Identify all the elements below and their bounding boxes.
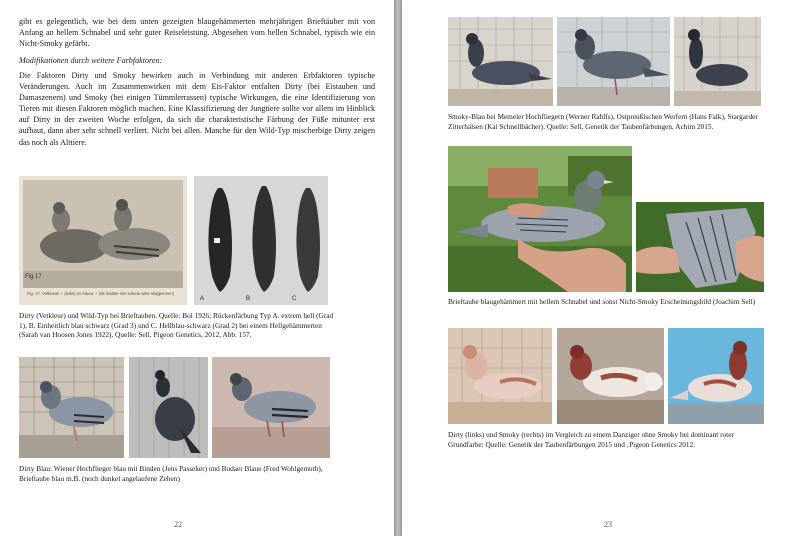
svg-text:B: B <box>246 296 251 302</box>
wiener-hochflieger-photo <box>19 357 124 458</box>
back-pattern-photo <box>194 176 328 305</box>
figure-inner-caption: Fig. 17. Vetklauw ♀ (links) en blauw ♀ (de laatste met enkele witte slagpennen) <box>27 291 175 296</box>
intro-paragraph: gibt es gelegentlich, wie bei dem unten gezeigten blaugehämmerten mehrjährigen Brieftäuber mit von Anfang an hellem Schnabel und sehr guter Reiseleistung. Abgesehen vom hellen Schnabel, typisch wie ein Nicht-Smoky gefärbt. <box>19 17 375 49</box>
smoky-red-pigeon-photo <box>557 328 664 424</box>
svg-text:C: C <box>292 296 297 302</box>
caption-smoky-blau: Smoky-Blau bei Memeler Hochfliegern (Werner Rahlfs), Ostpreußischen Werfern (Hans Falk), Stargarder Zitterhälsen (Kai Schnellbächer). Quelle: Sell, Genetik der Taubenfärbungen, Achim 2015. <box>448 112 758 131</box>
subheading: Modifikationen durch weitere Farbfaktoren: <box>19 56 163 65</box>
vintage-pigeon-photo <box>19 176 187 305</box>
caption-dirty-smoky-vergleich: Dirty (links) und Smoky (rechts) im Vergleich zu einem Danziger ohne Smoky bei dominant roter Grundfarbe: Quelle: Genetik der Taubenfärbungen 2015 und ‚Pigeon Genetics 2012. <box>448 430 734 449</box>
memeler-hochflieger-photo <box>448 17 553 106</box>
brieftaube-in-hand-photo <box>448 146 632 292</box>
danziger-pigeon-photo <box>668 328 764 424</box>
left-page <box>0 0 394 536</box>
caption-dirty-blau: Dirty Blau: Wiener Hochflieger blau mit Binden (Jens Passeker) und Budaer Blaue (Fred Wohlgemuth), Brieftaube blau m.B. (noch dunkel angelaufene Zehen) <box>19 464 323 483</box>
svg-text:A: A <box>200 296 205 302</box>
caption-brieftaube: Brieftaube blaugehämmert mit hellem Schnabel und sonst Nicht-Smoky Erscheinungsbild (Joachim Sell) <box>448 297 756 306</box>
page-number: 22 <box>174 520 182 529</box>
figure-label: Fig.17 <box>25 274 42 280</box>
ostpreussischer-werfer-photo <box>557 17 670 106</box>
dirty-red-pigeon-photo <box>448 328 552 424</box>
right-page <box>402 0 796 536</box>
main-paragraph: Die Faktoren Dirty und Smoky bewirken auch in Verbindung mit anderen Erbfaktoren typische Veränderungen. Auch im Zusammenwirken mit dem Eis-Faktor entfalten Dirty (bei Eistauben und Damaszenern) und Smoky (bei einigen Tümmlerrassen) typische Wirkungen, die eine Identifizierung von Tieren mit diesen Faktoren möglich machen. Eine Klassifizierung der Jungtiere sollte vor allem im Hinblick auf Dirty in der zweiten Woche erfolgen, da sich die charakteristische Färbung der Füße mitunter erst aufbaut, dann aber sehr schnell verliert. Nicht bei allen. Manche für den Wild-Typ mischerbige Dirty zeigen das noch als Alttiere. <box>19 71 375 147</box>
stargarder-zitterhals-photo <box>674 17 761 106</box>
wing-spread-photo <box>636 202 764 292</box>
budaer-blaue-photo <box>129 357 208 458</box>
brieftaube-blau-photo <box>212 357 330 458</box>
caption-dirty-vetkleur: Dirty (Vetkleur) und Wild-Typ bei Brieftauben. Quelle: Bol 1926; Rückenfärbung Typ A. extrem hell (Grad 1), B. Einheitlich blau schwarz (Grad 3) und C. Hellblau-schwarz (Grad 2) bei einem Hellgehämmerten (Sarah van Hoosen Jones 1922), Quelle: Sell, Pigeon Genetics, 2012, Abb. 157. <box>19 311 334 340</box>
page-number: 23 <box>604 520 612 529</box>
